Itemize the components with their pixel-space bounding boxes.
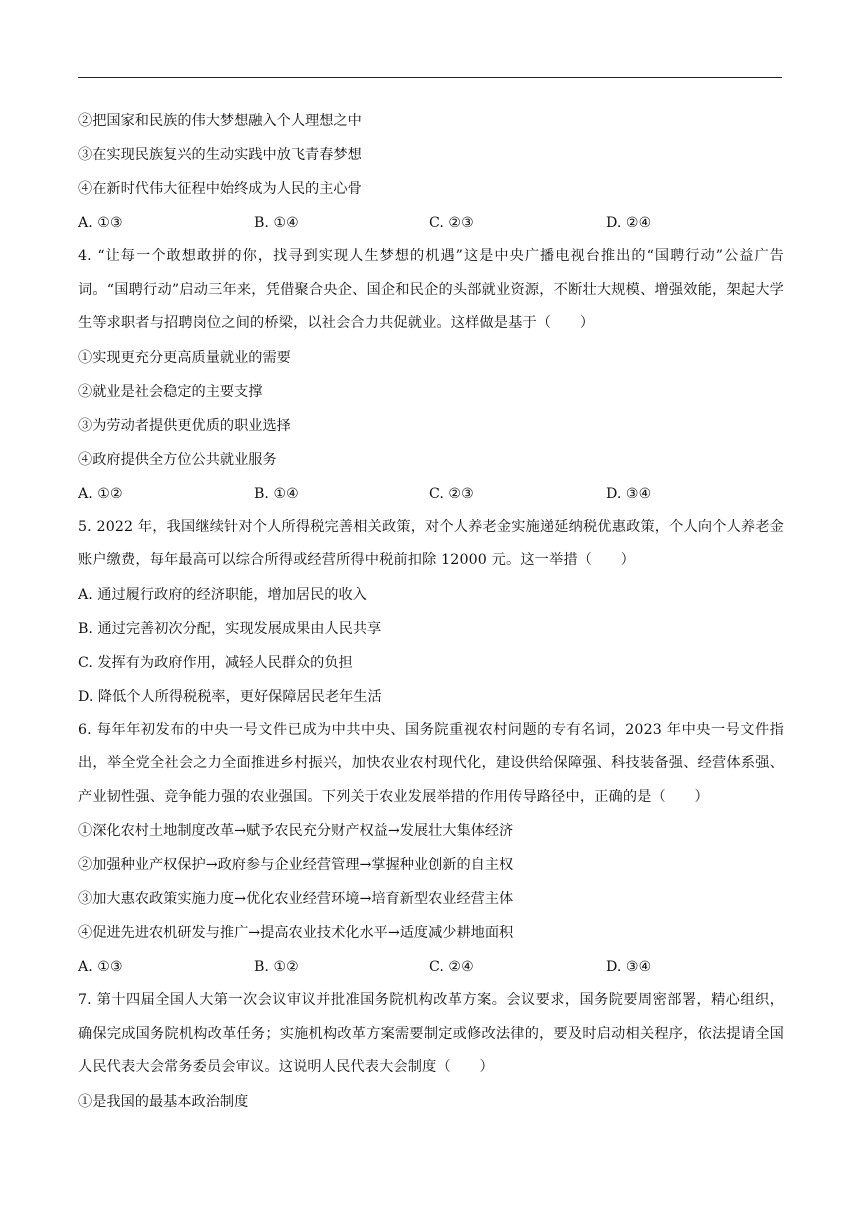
q4-option-a: A. ①② [78, 485, 123, 502]
q3-options [78, 206, 784, 240]
q6-option-d: D. ③④ [606, 959, 652, 975]
question-5 [78, 511, 784, 714]
q6-option-b: B. ①② [254, 959, 299, 975]
q3-item-4: ④在新时代伟大征程中始终成为人民的主心骨 [78, 181, 362, 197]
q7-item-1: ①是我国的最基本政治制度 [78, 1093, 249, 1110]
q5-choice-d: D. 降低个人所得税税率，更好保障居民老年生活 [78, 688, 382, 705]
q6-item-3: ③加大惠农政策实施力度→优化农业经营环境→培育新型农业经营主体 [78, 891, 514, 907]
q4-option-c: C. ②③ [429, 485, 474, 502]
q3-option-c: C. ②③ [429, 215, 474, 231]
q5-choice-c: C. 发挥有为政府作用，减轻人民群众的负担 [78, 654, 353, 671]
q4-stem: 4. “让每一个敢想敢拼的你，找寻到实现人生梦想的机遇”这是中央广播电视台推出的“国聘行动”公益广告词。“国聘行动”启动三年来，凭借聚合央企、国企和民企的头部就业资源，不断壮大规模、增强效能，架起大学生等求职者与招聘岗位之间的桥梁，以社会合力共促就业。这样做是基于（ ） [78, 248, 784, 331]
q6-item-4: ④促进先进农机研发与推广→提高农业技术化水平→适度减少耕地面积 [78, 925, 514, 941]
question-4 [78, 240, 784, 511]
q5-choice-a: A. 通过履行政府的经济职能，增加居民的收入 [78, 586, 367, 603]
q6-options [78, 950, 784, 984]
q4-item-4: ④政府提供全方位公共就业服务 [78, 451, 277, 468]
q3-item-3: ③在实现民族复兴的生动实践中放飞青春梦想 [78, 147, 362, 163]
question-3-tail [78, 104, 784, 240]
q4-options [78, 477, 784, 511]
question-6 [78, 714, 784, 985]
q6-stem: 6. 每年年初发布的中央一号文件已成为中共中央、国务院重视农村问题的专有名词，2023 年中央一号文件指出，举全党全社会之力全面推进乡村振兴，加快农业农村现代化，建设供给保障强、科技装备强、经营体系强、产业韧性强、竞争能力强的农业强国。下列关于农业发展举措的作用传导路径中，正确的是（ ） [78, 721, 784, 805]
q6-option-c: C. ②④ [429, 959, 474, 975]
question-7 [78, 984, 784, 1119]
q4-option-b: B. ①④ [254, 485, 299, 502]
q6-item-2: ②加强种业产权保护→政府参与企业经营管理→掌握种业创新的自主权 [78, 857, 514, 873]
q4-item-3: ③为劳动者提供更优质的职业选择 [78, 417, 291, 434]
q4-item-1: ①实现更充分更高质量就业的需要 [78, 349, 291, 366]
page-content [78, 104, 784, 1119]
q6-item-1: ①深化农村土地制度改革→赋予农民充分财产权益→发展壮大集体经济 [78, 823, 514, 839]
q4-option-d: D. ③④ [606, 485, 652, 502]
q4-item-2: ②就业是社会稳定的主要支撑 [78, 383, 263, 400]
q5-stem: 5. 2022 年，我国继续针对个人所得税完善相关政策，对个人养老金实施递延纳税优惠政策，个人向个人养老金账户缴费，每年最高可以综合所得或经营所得中税前扣除 12000 元。这一举措（ ） [78, 518, 784, 568]
q3-option-a: A. ①③ [78, 215, 123, 231]
header-rule [78, 77, 782, 78]
q3-option-b: B. ①④ [254, 215, 299, 231]
q6-option-a: A. ①③ [78, 959, 123, 975]
q3-item-2: ②把国家和民族的伟大梦想融入个人理想之中 [78, 113, 362, 129]
q7-stem: 7. 第十四届全国人大第一次会议审议并批准国务院机构改革方案。会议要求，国务院要周密部署，精心组织，确保完成国务院机构改革任务；实施机构改革方案需要制定或修改法律的，要及时启动相关程序，依法提请全国人民代表大会常务委员会审议。这说明人民代表大会制度（ ） [78, 992, 784, 1075]
q5-choice-b: B. 通过完善初次分配，实现发展成果由人民共享 [78, 620, 382, 637]
q3-option-d: D. ②④ [606, 215, 652, 231]
